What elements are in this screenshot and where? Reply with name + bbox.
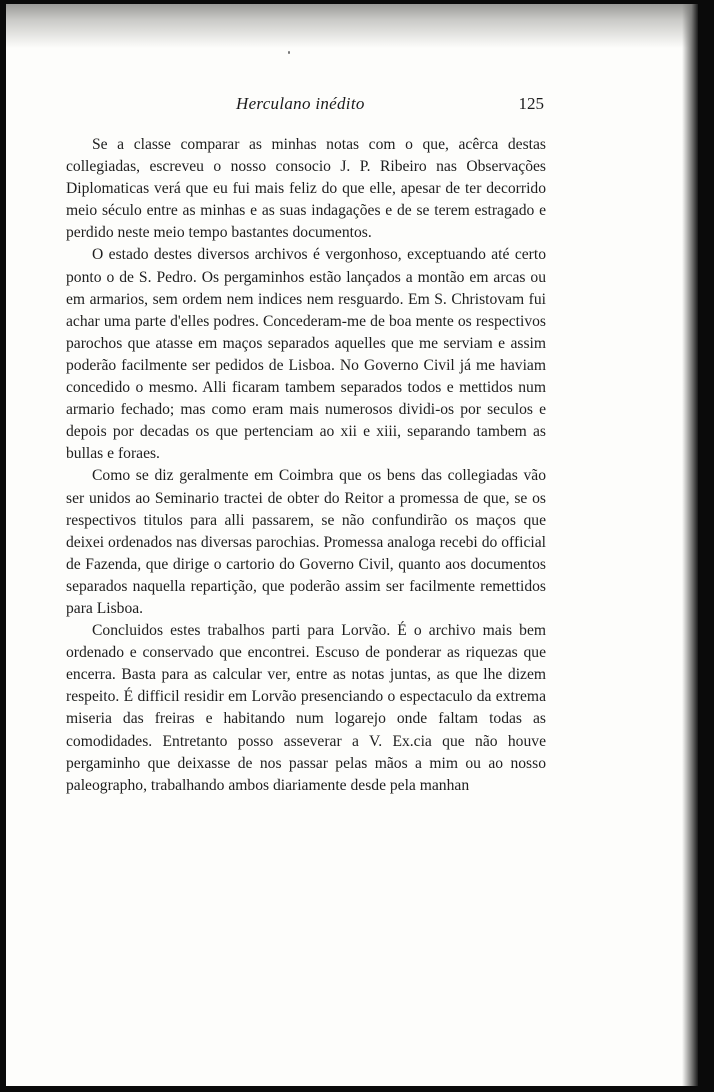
paragraph: Concluidos estes trabalhos parti para Lorvão. É o archivo mais bem ordenado e conservado que encontrei. Escuso de ponderar as riquezas que encerra. Basta para as calcular ver, entre as notas juntas, as que lhe dizem respeito. É difficil residir em Lorvão presenciando o espectaculo da extrema miseria das freiras e habitando num logarejo onde faltam todas as comodidades. Entretanto posso asseverar a V. Ex.cia que não houve pergaminho que deixasse de nos passar pelas mãos a mim ou ao nosso paleographo, trabalhando ambos diariamente desde pela manhan — [66, 622, 546, 794]
ink-speck — [288, 51, 290, 54]
scan-shadow-right — [682, 4, 698, 1086]
running-title: Herculano inédito — [236, 94, 365, 113]
paragraph: O estado destes diversos archivos é vergonhoso, exceptuando até certo ponto o de S. Pedro. Os pergaminhos estão lançados a montão em arcas ou em armarios, sem ordem nem indices nem resguardo. Em S. Christovam fui achar uma parte d'elles podres. Concederam-me de boa mente os respectivos parochos que atasse em maços separados aquelles que me serviam e assim poderão facilmente ser pedidos de Lisboa. No Governo Civil já me haviam concedido o mesmo. Alli ficaram tambem separados todos e mettidos num armario fechado; mas como eram mais numerosos dividi-os por seculos e depois por decadas os que pertenciam ao xii e xiii, separando tambem as bullas e foraes. — [66, 246, 546, 463]
body-text — [66, 134, 546, 797]
paragraph: Se a classe comparar as minhas notas com o que, acêrca destas collegiadas, escreveu o nosso consocio J. P. Ribeiro nas Observações Diplomaticas verá que eu fui mais feliz do que elle, apesar de ter decorrido meio século entre as minhas e as suas indagações e de se terem estragado e perdido neste meio tempo bastantes documentos. — [66, 136, 546, 242]
scanned-page — [6, 4, 698, 1086]
paragraph: Como se diz geralmente em Coimbra que os bens das collegiadas vão ser unidos ao Seminario tractei de obter do Reitor a promessa de que, se os respectivos titulos para alli passarem, se não confundirão os maços que deixei ordenados nas diversas parochias. Promessa analoga recebi do official de Fazenda, que dirige o cartorio do Governo Civil, quanto aos documentos separados naquella repartição, que poderão assim ser facilmente remettidos para Lisboa. — [66, 467, 546, 617]
scan-shadow-top — [6, 4, 698, 48]
page-number: 125 — [518, 94, 544, 113]
running-header — [66, 94, 544, 116]
